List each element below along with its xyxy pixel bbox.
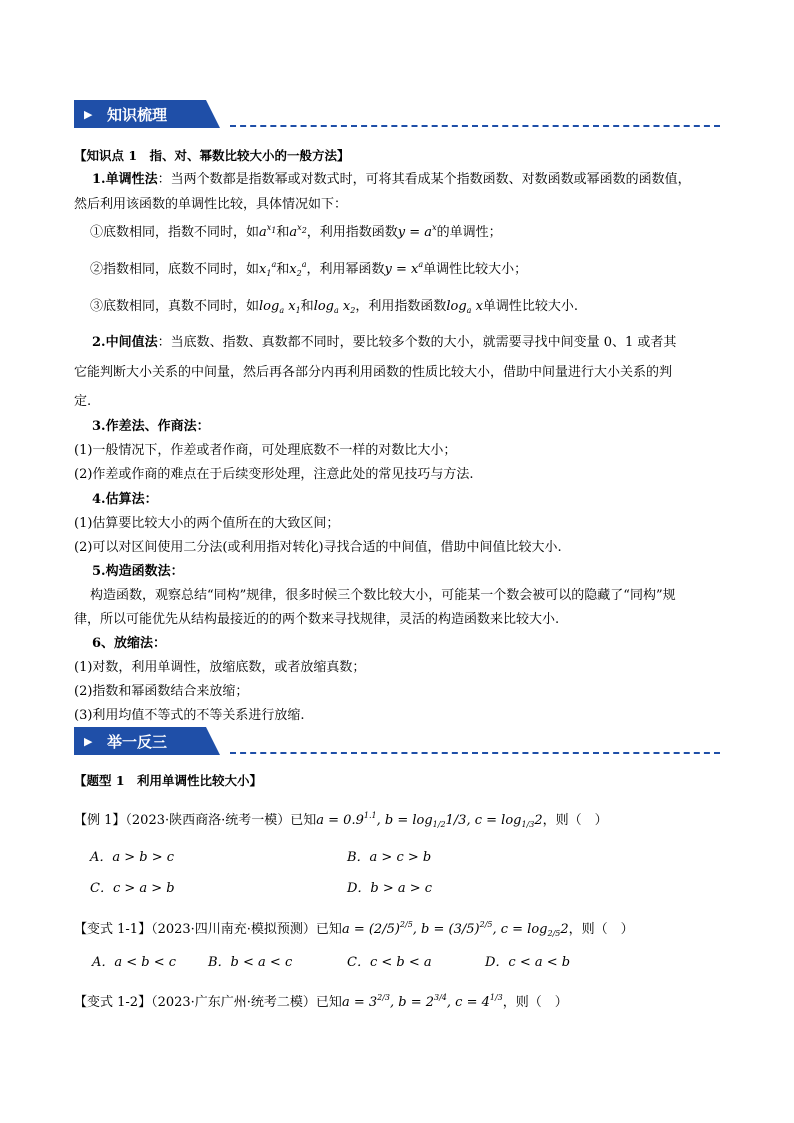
method1-paragraph <box>92 168 691 187</box>
variant11-question: 【变式 1-1】（2023·四川南充·模拟预测）已知$a = (2/5)^{2/5}$, $b = (3/5)^{2/5}$, $c = \log_{2/5}2$，则（ ） <box>74 920 634 938</box>
case1: ①底数相同，指数不同时，如$a^{x_1}$和$a^{x_2}$，利用指数函数$y = a^x$的单调性； <box>90 223 502 240</box>
formula-x2-a: $x_2^a$ <box>289 260 307 278</box>
method1-text: ：当两个数都是指数幂或对数式时，可将其看成某个指数函数、对数函数或幂函数的函数值， <box>157 172 691 187</box>
example1-option-d[interactable]: D．b > a > c <box>347 881 433 896</box>
play-triangle-icon: ▶ <box>84 735 93 748</box>
type1-heading: 【题型 1 利用单调性比较大小】 <box>74 773 263 788</box>
variant11-option-d[interactable]: D．c < a < b <box>485 955 571 970</box>
variant11-option-b[interactable]: B．b < a < c <box>208 955 293 970</box>
section-banner-knowledge <box>74 100 220 128</box>
section-title: 知识梳理 <box>107 106 168 124</box>
method6-title: 6、放缩法： <box>92 636 167 651</box>
method2-text2: 它能判断大小关系的中间量，然后再各部分内再利用函数的性质比较大小，借助中间量进行大小关系的判 <box>74 365 673 380</box>
method3-title: 3.作差法、作商法： <box>92 419 210 434</box>
method2-text3: 定. <box>74 394 92 409</box>
variant12-formula: $a = 3^{2/3}$, $b = 2^{3/4}$, $c = 4^{1/3}$ <box>341 993 503 1010</box>
section-banner-practice <box>74 727 220 755</box>
variant11-formula: $a = (2/5)^{2/5}$, $b = (3/5)^{2/5}$, $c = \log_{2/5}2$ <box>341 920 569 938</box>
method5-item2: 律，所以可能优先从结构最接近的的两个数来寻找规律，灵活的构造函数来比较大小. <box>74 612 560 627</box>
method2-paragraph: 2.中间值法：当底数、指数、真数都不同时，要比较多个数的大小，就需要寻找中间变量 0、1 或者其 <box>92 335 677 350</box>
kp1-heading: 【知识点 1 指、对、幂数比较大小的一般方法】 <box>74 148 350 163</box>
section-divider <box>230 752 720 754</box>
example1-option-c[interactable]: C．c > a > b <box>90 881 175 896</box>
formula-log-function: $\log_a x$ <box>446 299 483 315</box>
method5-item1: 构造函数，观察总结“同构”规律，很多时候三个数比较大小，可能某一个数会被可以的隐藏了“同构”规 <box>90 588 676 603</box>
example1-option-b[interactable]: B．a > c > b <box>347 850 432 865</box>
formula-log-x2: $\log_a x_2$ <box>313 299 356 315</box>
method3-item1: (1)一般情况下，作差或者作商，可处理底数不一样的对数比大小； <box>74 443 457 458</box>
method1-title: 1.单调性法 <box>92 172 158 187</box>
method6-item1: (1)对数，利用单调性，放缩底数，或者放缩真数； <box>74 660 366 675</box>
method6-item2: (2)指数和幂函数结合来放缩； <box>74 684 249 699</box>
method6-item3: (3)利用均值不等式的不等关系进行放缩. <box>74 708 305 723</box>
formula-power-function: $y = x^a$ <box>384 260 424 277</box>
formula-a-x2: $a^{x_2}$ <box>289 223 307 240</box>
example1-formula: $a = 0.9^{1.1}$, $b = \log_{1/2}1/3$, $c = \log_{1/3}2$ <box>316 811 543 829</box>
variant11-option-a[interactable]: A．a < b < c <box>92 955 177 970</box>
formula-log-x1: $\log_a x_1$ <box>259 299 301 315</box>
method3-item2: (2)作差或作商的难点在于后续变形处理，注意此处的常见技巧与方法. <box>74 467 474 482</box>
section-title: 举一反三 <box>107 733 168 751</box>
method4-item1: (1)估算要比较大小的两个值所在的大致区间； <box>74 516 340 531</box>
formula-a-x1: $a^{x_1}$ <box>259 223 277 240</box>
variant11-option-c[interactable]: C．c < b < a <box>347 955 432 970</box>
play-triangle-icon: ▶ <box>84 108 93 121</box>
method4-item2: (2)可以对区间使用二分法(或利用指对转化)寻找合适的中间值，借助中间值比较大小. <box>74 540 562 555</box>
method4-title: 4.估算法： <box>92 492 158 507</box>
case2: ②指数相同，底数不同时，如$x_1^a$和$x_2^a$，利用幂函数$y = x^a$单调性比较大小； <box>90 260 528 278</box>
method1-text2: 然后利用该函数的单调性比较，具体情况如下： <box>74 197 348 212</box>
formula-exp-function: $y = a^x$ <box>397 223 437 240</box>
example1-option-a[interactable]: A．a > b > c <box>90 850 175 865</box>
case3: ③底数相同，真数不同时，如$\log_a x_1$和$\log_a x_2$，利用指数函数$\log_a x$单调性比较大小. <box>90 299 579 315</box>
variant12-question: 【变式 1-2】（2023·广东广州·统考二模）已知$a = 3^{2/3}$, $b = 2^{3/4}$, $c = 4^{1/3}$，则（ ） <box>74 993 568 1010</box>
example1-question: 【例 1】（2023·陕西商洛·统考一模）已知$a = 0.9^{1.1}$, $b = \log_{1/2}1/3$, $c = \log_{1/3}2$，则（ ） <box>74 811 608 829</box>
method5-title: 5.构造函数法： <box>92 564 184 579</box>
section-divider <box>230 125 720 127</box>
formula-x1-a: $x_1^a$ <box>259 260 277 278</box>
